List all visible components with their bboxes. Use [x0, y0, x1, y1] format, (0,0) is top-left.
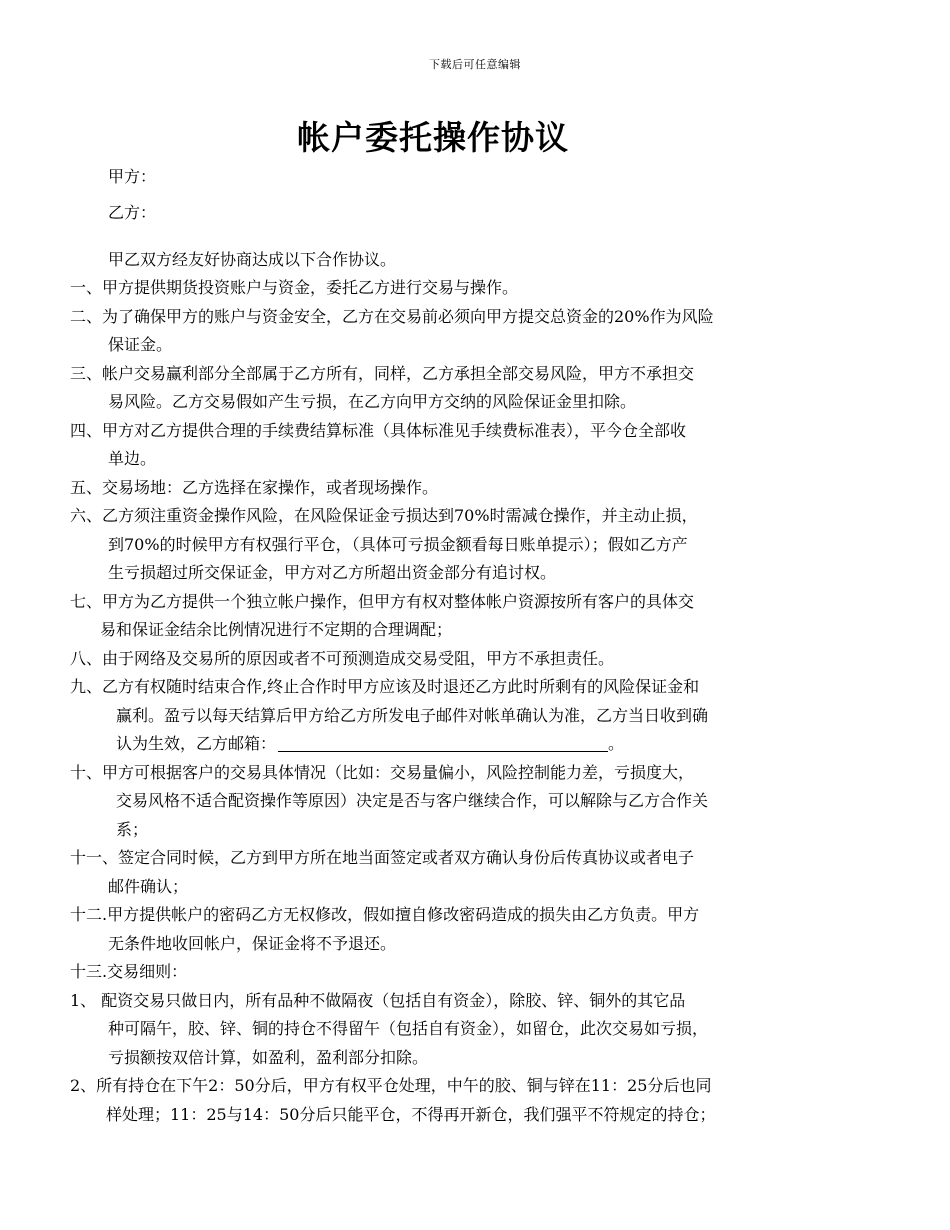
rule-2: 2、所有持仓在下午2：50分后，甲方有权平仓处理，中午的胶、铜与锌在11：25分后也同: [70, 1076, 712, 1095]
party-b-label: 乙方：: [108, 203, 157, 222]
clause-10-cont-1: 交易风格不适合配资操作等原因）决定是否与客户继续合作，可以解除与乙方合作关: [116, 791, 709, 810]
rule-1-cont-1: 种可隔午，胶、锌、铜的持仓不得留午（包括自有资金），如留仓，此次交易如亏损，: [108, 1019, 709, 1038]
clause-10-cont-2: 系；: [116, 820, 149, 839]
clause-3: 三、帐户交易赢利部分全部属于乙方所有，同样，乙方承担全部交易风险，甲方不承担交: [70, 364, 695, 383]
rule-1: 1、 配资交易只做日内，所有品种不做隔夜（包括自有资金），除胶、锌、铜外的其它品: [70, 991, 686, 1010]
clause-7-cont: 易和保证金结余比例情况进行不定期的合理调配；: [100, 620, 453, 639]
clause-4: 四、甲方对乙方提供合理的手续费结算标准（具体标准见手续费标准表），平今仓全部收: [70, 421, 687, 440]
email-label: 认为生效，乙方邮箱：: [116, 734, 277, 753]
clause-8: 八、由于网络及交易所的原因或者不可预测造成交易受阻，甲方不承担责任。: [70, 649, 615, 668]
email-period: 。: [608, 734, 625, 753]
rule-2-cont: 样处理；11：25与14：50分后只能平仓，不得再开新仓，我们强平不符规定的持仓；: [106, 1105, 716, 1124]
clause-3-cont: 易风险。乙方交易假如产生亏损，在乙方向甲方交纳的风险保证金里扣除。: [108, 392, 637, 411]
clause-11: 十一、签定合同时候，乙方到甲方所在地当面签定或者双方确认身份后传真协议或者电子: [70, 848, 695, 867]
clause-1: 一、甲方提供期货投资账户与资金，委托乙方进行交易与操作。: [70, 278, 519, 297]
intro-line: 甲乙双方经友好协商达成以下合作协议。: [108, 250, 397, 269]
clause-4-cont: 单边。: [108, 449, 157, 468]
clause-10: 十、甲方可根据客户的交易具体情况（比如：交易量偏小，风险控制能力差，亏损度大，: [70, 763, 695, 782]
clause-2: 二、为了确保甲方的账户与资金安全，乙方在交易前必须向甲方提交总资金的20%作为风险: [70, 307, 714, 326]
clause-6-cont-1: 到70%的时候甲方有权强行平仓，（具体可亏损金额看每日账单提示）；假如乙方产: [108, 535, 688, 554]
page-title: 帐户委托操作协议: [297, 118, 569, 157]
party-a-label: 甲方：: [108, 167, 157, 186]
clause-5: 五、交易场地：乙方选择在家操作，或者现场操作。: [70, 478, 439, 497]
clause-9-cont-2: [116, 730, 624, 759]
email-blank-line[interactable]: [278, 733, 608, 752]
clause-12-cont: 无条件地收回帐户，保证金将不予退还。: [108, 934, 397, 953]
clause-12: 十二.甲方提供帐户的密码乙方无权修改，假如擅自修改密码造成的损失由乙方负责。甲方: [70, 905, 700, 924]
header-note: 下载后可任意编辑: [429, 58, 521, 71]
clause-13: 十三.交易细则：: [70, 962, 188, 981]
rule-1-cont-2: 亏损额按双倍计算，如盈利，盈利部分扣除。: [108, 1048, 429, 1067]
clause-2-cont: 保证金。: [108, 335, 173, 354]
clause-9: 九、乙方有权随时结束合作,终止合作时甲方应该及时退还乙方此时所剩有的风险保证金和: [70, 677, 700, 696]
clause-11-cont: 邮件确认；: [108, 877, 189, 896]
clause-6-cont-2: 生亏损超过所交保证金，甲方对乙方所超出资金部分有追讨权。: [108, 563, 557, 582]
clause-7: 七、甲方为乙方提供一个独立帐户操作，但甲方有权对整体帐户资源按所有客户的具体交: [70, 592, 695, 611]
clause-6: 六、乙方须注重资金操作风险，在风险保证金亏损达到70%时需减仓操作，并主动止损，: [70, 506, 698, 525]
clause-9-cont-1: 赢利。盈亏以每天结算后甲方给乙方所发电子邮件对帐单确认为准，乙方当日收到确: [116, 706, 709, 725]
